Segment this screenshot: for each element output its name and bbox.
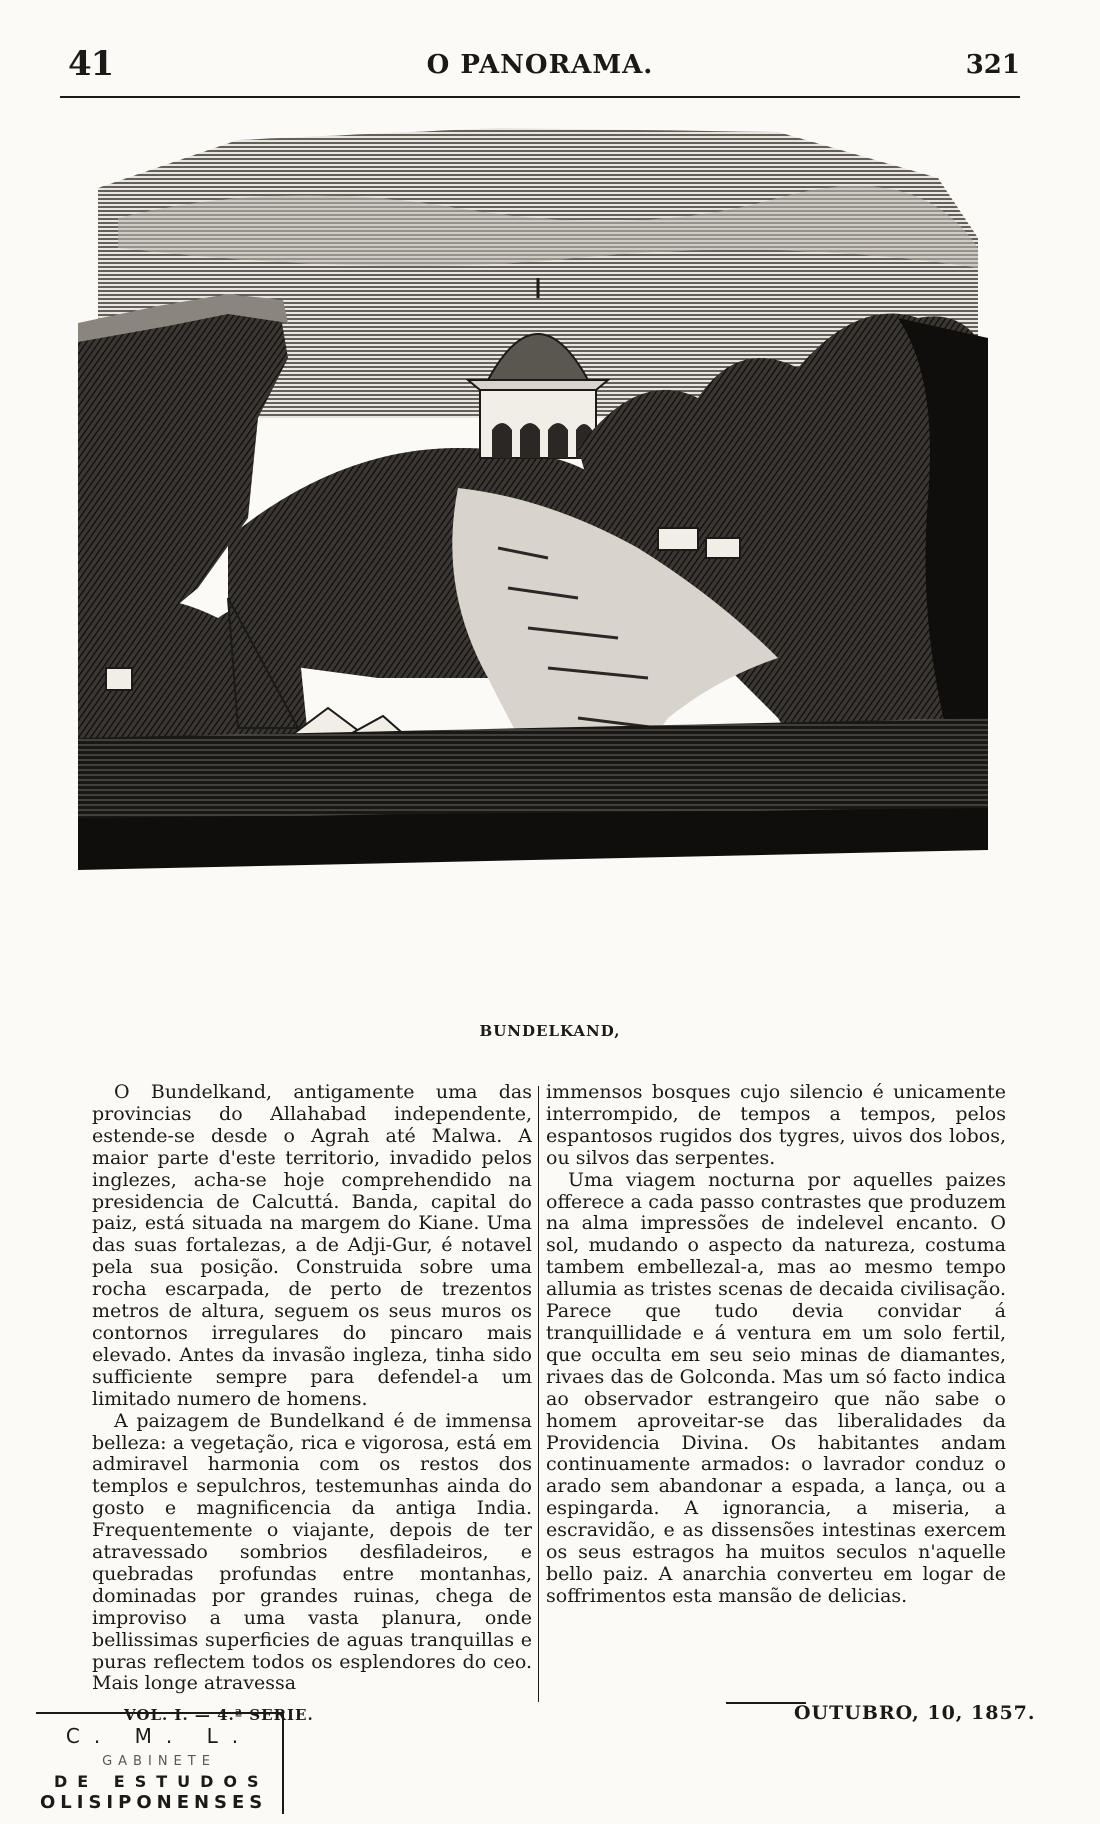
- column-divider: [538, 1086, 539, 1702]
- library-stamp: [36, 1712, 284, 1814]
- stamp-initials: C. M. L.: [65, 1724, 253, 1748]
- stamp-line: OLISIPONENSES: [40, 1792, 268, 1813]
- article-column-left: [92, 1082, 532, 1695]
- article-column-right: [546, 1082, 1006, 1608]
- illustration-caption: BUNDELKAND,: [479, 1022, 621, 1040]
- stamp-line: DE ESTUDOS: [54, 1772, 269, 1791]
- paragraph: immensos bosques cujo silencio é unicamente interrompido, de tempos a tempos, pelos espantosos rugidos dos tygres, uivos dos lobos, ou silvos das serpentes.: [546, 1081, 1006, 1169]
- page-header: [60, 44, 1020, 88]
- page-number: 321: [965, 50, 1020, 80]
- bundelkand-engraving: [78, 118, 998, 970]
- issue-date: OUTUBRO, 10, 1857.: [794, 1702, 1036, 1724]
- stamp-line: GABINETE: [102, 1754, 216, 1769]
- paragraph: Uma viagem nocturna por aquelles paizes offerece a cada passo contrastes que produzem na alma impressões de indelevel encanto. O sol, mudando o aspecto da natureza, costuma tambem embellezal-a, mas ao mesmo tempo allumia as tristes scenas de decaida civilisação. Parece que tudo devia convidar á tranquillidade e á ventura em um solo fertil, que occulta em seu seio minas de diamantes, rivaes das de Golconda. Mas um só facto indica ao observador estrangeiro que não sabe o homem aproveitar-se das liberalidades da Providencia Divina. Os habitantes andam continuamente armados: o lavrador conduz o arado sem abandonar a espada, a lança, ou a espingarda. A ignorancia, a miseria, a escravidão, e as dissensões intestinas exercem os seus estragos ha muitos seculos n'aquelle bello paiz. A anarchia converteu em logar de soffrimentos esta mansão de delicias.: [546, 1168, 1006, 1607]
- masthead-title: O PANORAMA.: [426, 50, 654, 80]
- paragraph: O Bundelkand, antigamente uma das provincias do Allahabad independente, estende-se desde o Agrah até Malwa. A maior parte d'este territorio, invadido pelos inglezes, acha-se hoje comprehendido na presidencia de Calcuttá. Banda, capital do paiz, está situada na margem do Kiane. Uma das suas fortalezas, a de Adji-Gur, é notavel pela sua posição. Construida sobre uma rocha escarpada, de perto de trezentos metros de altura, seguem os seus muros os contornos irregulares do pincaro mais elevado. Antes da invasão ingleza, tinha sido sufficiente sempre para defendel-a um limitado numero de homens.: [92, 1081, 532, 1410]
- header-rule: [60, 96, 1020, 98]
- issue-number: 41: [68, 44, 114, 84]
- volume-series: VOL. I. — 4.ª SERIE.: [124, 1706, 314, 1724]
- paragraph: A paizagem de Bundelkand é de immensa belleza: a vegetação, rica e vigorosa, está em admiravel harmonia com os restos dos templos e sepulchros, testemunhas ainda do gosto e magnificencia da antiga India. Frequentemente o viajante, depois de ter atravessado sombrios desfiladeiros, e quebradas profundas entre montanhas, dominadas por grandes ruinas, chega de improviso a uma vasta planura, onde bellissimas superficies de aguas tranquillas e puras reflectem todos os esplendores do ceo. Mais longe atravessa: [92, 1409, 532, 1695]
